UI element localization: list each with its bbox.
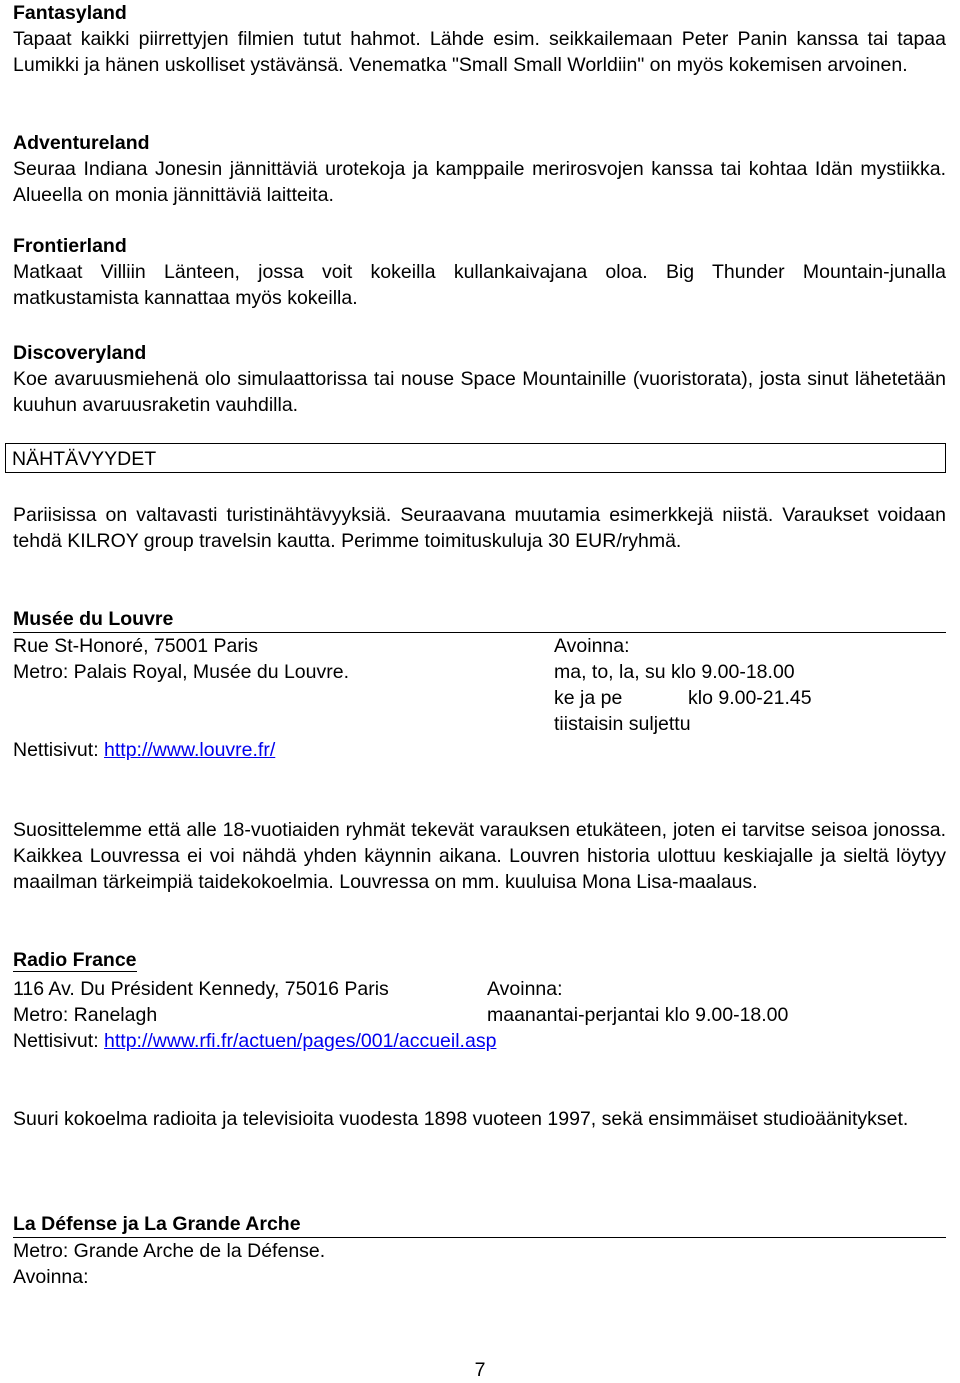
land-title: Fantasyland bbox=[13, 2, 127, 24]
radio-france-row-2 bbox=[13, 1002, 946, 1028]
defense-open-label: Avoinna: bbox=[13, 1266, 89, 1288]
louvre-description-text: Suosittelemme että alle 18-vuotiaiden ryhmät tekevät varauksen etukäteen, joten ei tarvitse seisoa jonossa. Kaikkea Louvressa ei voi nähdä yhden käynnin aikana. Louvren historia ulottuu keskiajalle ja sieltä löytyy maailman tärkeimpiä taidekokoelmia. Louvressa on mm. kuuluisa Mona Lisa-maalaus. bbox=[13, 819, 946, 893]
louvre-title: Musée du Louvre bbox=[13, 608, 174, 630]
louvre-web-label: Nettisivut: bbox=[13, 739, 99, 761]
land-description: Matkaat Villiin Länteen, jossa voit kokeilla kullankaivajana oloa. Big Thunder Mountain-junalla matkustamista kannattaa myös kokeilla. bbox=[13, 261, 946, 309]
louvre-metro: Metro: Palais Royal, Musée du Louvre. bbox=[13, 661, 349, 683]
land-fantasyland bbox=[13, 0, 946, 78]
radio-france-open-label: Avoinna: bbox=[487, 978, 563, 1000]
sights-heading: NÄHTÄVYYDET bbox=[12, 448, 157, 470]
louvre-hours-2-days: ke ja pe bbox=[554, 687, 623, 709]
defense-metro: Metro: Grande Arche de la Défense. bbox=[13, 1240, 326, 1262]
defense-title-row bbox=[13, 1211, 946, 1238]
louvre-address: Rue St-Honoré, 75001 Paris bbox=[13, 635, 258, 657]
sights-heading-box bbox=[5, 443, 946, 473]
spacer bbox=[13, 711, 554, 737]
radio-france-description bbox=[13, 1106, 946, 1132]
land-adventureland bbox=[13, 130, 946, 208]
radio-france-web-label: Nettisivut: bbox=[13, 1030, 99, 1052]
land-description: Tapaat kaikki piirrettyjen filmien tutut hahmot. Lähde esim. seikkailemaan Peter Panin kanssa tai tapaa Lumikki ja hänen uskolliset ystävänsä. Venematka "Small Small Worldiin" on myös kokemisen arvoinen. bbox=[13, 28, 946, 76]
radio-france-metro: Metro: Ranelagh bbox=[13, 1004, 158, 1026]
radio-france-address: 116 Av. Du Président Kennedy, 75016 Paris bbox=[13, 978, 389, 1000]
louvre-title-row bbox=[13, 606, 946, 633]
louvre-row-4 bbox=[13, 711, 946, 737]
louvre-section bbox=[13, 606, 946, 763]
louvre-description bbox=[13, 817, 946, 895]
radio-france-row-1 bbox=[13, 976, 946, 1002]
louvre-row-3 bbox=[13, 685, 946, 711]
louvre-row-2 bbox=[13, 659, 946, 685]
sights-intro bbox=[13, 502, 946, 554]
louvre-row-1 bbox=[13, 633, 946, 659]
louvre-hours-3: tiistaisin suljettu bbox=[554, 713, 691, 735]
louvre-web-link[interactable]: http://www.louvre.fr/ bbox=[104, 739, 276, 761]
land-title: Adventureland bbox=[13, 132, 150, 154]
radio-france-title-row bbox=[13, 947, 946, 973]
louvre-hours-1: ma, to, la, su klo 9.00-18.00 bbox=[554, 661, 795, 683]
defense-section bbox=[13, 1211, 946, 1290]
radio-france-section bbox=[13, 947, 946, 1054]
spacer bbox=[13, 685, 554, 711]
land-description: Koe avaruusmiehenä olo simulaattorissa tai nouse Space Mountainille (vuoristorata), josta sinut lähetetään kuuhun avaruusraketin vauhdilla. bbox=[13, 368, 946, 416]
radio-france-title: Radio France bbox=[13, 949, 137, 971]
radio-france-web-link[interactable]: http://www.rfi.fr/actuen/pages/001/accueil.asp bbox=[104, 1030, 497, 1052]
land-discoveryland bbox=[13, 340, 946, 418]
land-frontierland bbox=[13, 233, 946, 311]
radio-france-hours: maanantai-perjantai klo 9.00-18.00 bbox=[487, 1004, 789, 1026]
radio-france-description-text: Suuri kokoelma radioita ja televisioita vuodesta 1898 vuoteen 1997, sekä ensimmäiset studioäänitykset. bbox=[13, 1108, 909, 1130]
page-number: 7 bbox=[474, 1359, 486, 1381]
radio-france-web-row bbox=[13, 1028, 946, 1054]
defense-title: La Défense ja La Grande Arche bbox=[13, 1213, 301, 1235]
louvre-web-row bbox=[13, 737, 946, 763]
land-title: Frontierland bbox=[13, 235, 127, 257]
land-description: Seuraa Indiana Jonesin jännittäviä urotekoja ja kamppaile merirosvojen kanssa tai kohtaa Idän mystiikka. Alueella on monia jännittäviä laitteita. bbox=[13, 158, 946, 206]
louvre-hours-2-time: klo 9.00-21.45 bbox=[688, 687, 812, 709]
louvre-open-label: Avoinna: bbox=[554, 635, 630, 657]
sights-intro-text: Pariisissa on valtavasti turistinähtävyyksiä. Seuraavana muutamia esimerkkejä niistä. Varaukset voidaan tehdä KILROY group travelsin kautta. Perimme toimituskuluja 30 EUR/ryhmä. bbox=[13, 504, 946, 552]
land-title: Discoveryland bbox=[13, 342, 147, 364]
